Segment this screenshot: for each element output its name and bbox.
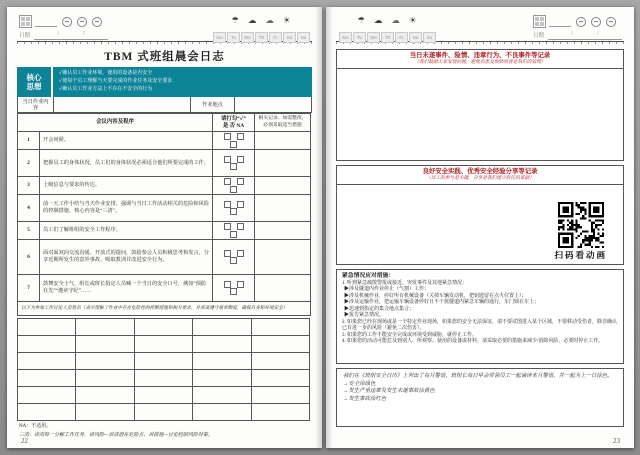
col-header-record: 相关记录、如需整改，必须采取适当措施: [255, 114, 311, 132]
incident-record-title: 当日未遂事件、险情、违章行为、不良事件等记录: [409, 52, 551, 59]
incident-record-box: [336, 49, 624, 161]
signature-cell[interactable]: [76, 404, 134, 421]
core-concept-band: [17, 67, 312, 97]
date-slash: /: [571, 31, 573, 37]
table-row: [18, 177, 311, 195]
row-text: 前一天工作小结与当天作业安排，强调与当日工作活动相关的危险和风险的控制措施，核心内容是“三清”。: [40, 195, 213, 222]
checkbox[interactable]: [224, 156, 231, 163]
checkbox[interactable]: [230, 231, 237, 238]
rain-cloud-icon[interactable]: ☁: [374, 16, 383, 26]
signature-cell[interactable]: [134, 370, 192, 387]
day-box-tu[interactable]: Tu: [353, 32, 366, 43]
signature-cell[interactable]: [18, 336, 76, 353]
emergency-item: 4. 如果您的活动可能危及到别人、所观察、使用的设备或材料，请采取必要的措施来减少/消除风险，必要时停止工作。: [342, 339, 604, 344]
signature-cell[interactable]: [76, 336, 134, 353]
signature-cell[interactable]: [18, 370, 76, 387]
row-number: 5: [18, 222, 40, 240]
checkbox-group: [213, 177, 255, 195]
row-number: 2: [18, 150, 40, 177]
row-text: 员工们了解班组的安全工作程序。: [40, 222, 213, 240]
table-row: [18, 132, 311, 150]
row-number: 4: [18, 195, 40, 222]
day-box-su[interactable]: Su: [423, 32, 436, 43]
emergency-item: 2. 如果您已经在现场或是一个特定作业现场，如果您的安全无法保证，请不要试图进入某个区域，不要移动受伤者，除非确认已有进一步的风险（避免二次伤害）。: [342, 319, 618, 331]
record-field[interactable]: [255, 240, 311, 275]
mood-circle-icon[interactable]: [576, 17, 586, 27]
incident-record-subtitle: （我们鼓励大家发现问题，避免伤害及预防改善是我们的管理）: [414, 60, 546, 65]
signature-cell[interactable]: [18, 387, 76, 404]
work-content-label: 当日作业内容: [18, 97, 54, 112]
qr-caption: 扫码看动画: [554, 250, 607, 260]
table-row: [18, 275, 311, 302]
left-page-header: [7, 7, 322, 41]
day-box-th[interactable]: Th: [381, 32, 394, 43]
col-header-check: [213, 114, 255, 132]
core-item: ✓使每个员工理解当天要完成的作业任务及安全要求: [59, 79, 173, 84]
date-slash: /: [57, 31, 60, 37]
signature-cell[interactable]: [18, 319, 76, 336]
date-label: 日期: [19, 32, 31, 39]
day-box-we[interactable]: We: [367, 32, 380, 43]
signature-cell[interactable]: [76, 319, 134, 336]
col-header-content: 会议内容及程序: [18, 114, 213, 132]
signature-cell[interactable]: [193, 353, 251, 370]
checkbox[interactable]: [230, 186, 237, 193]
day-box-th[interactable]: Th: [255, 32, 268, 43]
record-field[interactable]: [255, 177, 311, 195]
checkbox[interactable]: [237, 281, 244, 288]
emergency-title: 紧急情况应对措施：: [342, 273, 395, 279]
date-input-line[interactable]: [548, 29, 622, 40]
signature-cell[interactable]: [193, 404, 251, 421]
checkbox[interactable]: [230, 163, 237, 170]
checkbox-group: [213, 275, 255, 302]
row-text: 面对面双向交流沟通，开放式的提问，鼓励参会人员积极思考和发言，分享近期所发生的意外事故，吸取教训并改进安全行为。: [40, 240, 213, 275]
checkbox-group: [213, 195, 255, 222]
signature-cell[interactable]: [134, 404, 192, 421]
checkbox[interactable]: [224, 178, 231, 185]
footnote-sanqing: 三清：讲清每一分解工作任务、讲风险—讲清潜在危险点、讲措施—讨论控制风险对策。: [19, 433, 213, 438]
emergency-bullet: ▶迅速到指定的集合地点集合；: [344, 306, 415, 312]
page-number-right: 23: [613, 437, 620, 445]
day-box-mo[interactable]: Mo: [213, 32, 226, 43]
checkbox[interactable]: [224, 133, 231, 140]
signature-cell[interactable]: [193, 336, 251, 353]
day-box-fr[interactable]: Fr: [269, 32, 282, 43]
check-header-line1: 请打勾“✓”: [220, 115, 247, 122]
qr-block: [554, 202, 607, 261]
emergency-measures-box: [336, 269, 624, 364]
page-title: TBM 式班组晨会日志: [104, 51, 225, 63]
row-text: 上级信息与要求的传达。: [40, 177, 213, 195]
work-content-field[interactable]: [54, 97, 191, 112]
signature-cell[interactable]: [251, 370, 309, 387]
calendar-note-arrow: →发生事故涂红色: [343, 395, 387, 402]
checkbox[interactable]: [224, 201, 231, 208]
signature-cell[interactable]: [18, 353, 76, 370]
weather-group: [212, 15, 310, 44]
date-input-line[interactable]: [34, 29, 108, 40]
checkbox-group: [213, 240, 255, 275]
day-box-we[interactable]: We: [241, 32, 254, 43]
good-practice-header: [337, 166, 623, 185]
record-field[interactable]: [255, 222, 311, 240]
calendar-note-arrow: →发生严重违章及发生未遂事故涂黄色: [343, 388, 435, 394]
checkbox[interactable]: [237, 201, 244, 208]
signature-cell[interactable]: [134, 387, 192, 404]
signature-cell[interactable]: [134, 336, 192, 353]
umbrella-icon[interactable]: ☂: [231, 16, 239, 26]
record-field[interactable]: [255, 132, 311, 150]
page-number-left: 22: [21, 437, 28, 445]
work-location-field[interactable]: [235, 97, 311, 112]
checkbox[interactable]: [224, 281, 231, 288]
signature-grid: [17, 318, 310, 421]
safety-calendar-note-box: [336, 368, 624, 427]
grid-stamp-icon: [533, 15, 546, 28]
check-header-line2: 是 否 NA: [222, 122, 245, 129]
signature-cell[interactable]: [193, 387, 251, 404]
calendar-note-arrow: →安全涂绿色: [343, 380, 376, 387]
signature-cell[interactable]: [193, 370, 251, 387]
incident-record-header: [337, 50, 623, 69]
date-slash: /: [597, 31, 599, 37]
right-page-header: [326, 7, 634, 41]
cloud-icon[interactable]: ☁: [265, 16, 274, 26]
signature-cell[interactable]: [251, 404, 309, 421]
signature-cell[interactable]: [134, 353, 192, 370]
table-row: [18, 150, 311, 177]
mood-circle-icon[interactable]: [606, 17, 616, 27]
day-box-sa[interactable]: Sa: [409, 32, 422, 43]
mood-circle-icon[interactable]: [591, 17, 601, 27]
signature-cell[interactable]: [193, 319, 251, 336]
blank-fill-line[interactable]: [35, 17, 57, 27]
checkbox[interactable]: [224, 250, 231, 257]
cloud-icon[interactable]: ☁: [391, 16, 400, 26]
checkbox[interactable]: [230, 288, 237, 295]
umbrella-icon[interactable]: ☂: [357, 16, 365, 26]
core-concept-items: [53, 67, 312, 97]
mood-circle-icon[interactable]: [92, 17, 102, 27]
checkbox[interactable]: [224, 223, 231, 230]
row-number: 7: [18, 275, 40, 302]
mood-circle-icon[interactable]: [62, 17, 72, 27]
signature-cell[interactable]: [76, 387, 134, 404]
row-number: 1: [18, 132, 40, 150]
date-slash: /: [83, 31, 85, 37]
checkbox-group: [213, 222, 255, 240]
checkbox-group: [213, 132, 255, 150]
table-row: [18, 195, 311, 222]
footnote-na: NA：不适用。: [19, 424, 52, 429]
incident-record-field[interactable]: [337, 69, 623, 153]
signature-cell[interactable]: [251, 336, 309, 353]
checkbox-group: [213, 150, 255, 177]
calendar-note-text: 我们在《班组安全日历》上列出了每月警语，班组长每日早会带领员工一起诵读本月警语，并一起为上一日涂色。: [343, 373, 613, 379]
core-item: ✓确认员工作业环境、使用的设备是否安全: [59, 71, 153, 76]
core-label-line1: 核心: [26, 73, 42, 82]
good-practice-box: [336, 165, 624, 265]
row-text: 开会问候。: [40, 132, 213, 150]
signature-cell[interactable]: [18, 404, 76, 421]
checkbox[interactable]: [237, 156, 244, 163]
left-page: [7, 7, 322, 448]
checkbox[interactable]: [237, 178, 244, 185]
row-number: 6: [18, 240, 40, 275]
signature-cell[interactable]: [134, 319, 192, 336]
signature-cell[interactable]: [76, 370, 134, 387]
emergency-bullet: ▶涉及隧道内作业停止（气割）工作；: [344, 287, 430, 292]
row-text: 把握员工的身体状况，员工们的身体状况必须适合他们所要完成的工作。: [40, 150, 213, 177]
work-info-row: [17, 97, 312, 113]
good-practice-title: 良好安全实践、优秀安全经验分享等记录: [422, 168, 538, 175]
core-concept-label: [17, 67, 53, 97]
date-label: 日期: [532, 32, 544, 39]
mood-circle-icon[interactable]: [77, 17, 87, 27]
row-number: 3: [18, 177, 40, 195]
emergency-bullet: ▶报告紧急情况。: [344, 313, 385, 318]
meeting-table: [17, 113, 311, 316]
date-group: [19, 15, 108, 41]
day-box-su[interactable]: Su: [297, 32, 310, 43]
emergency-item: 3. 如果您的工作不能安全完成或环境受到威胁，就停止工作。: [342, 332, 478, 338]
work-location-label: 作业地点: [191, 97, 235, 112]
sun-icon[interactable]: ☀: [409, 16, 417, 26]
signature-note: 以下为参加工作讨论人员签名（表示理解了作业中存在危险性的控制措施和相关要求，并承诺遵守规章制度，确保自身和环境安全）: [18, 302, 311, 316]
checkbox[interactable]: [237, 223, 244, 230]
grid-stamp-icon: [19, 15, 32, 28]
day-box-mo[interactable]: Mo: [339, 32, 352, 43]
sun-icon[interactable]: ☀: [283, 16, 291, 26]
checkbox[interactable]: [237, 250, 244, 257]
table-row: [18, 222, 311, 240]
weather-group: [338, 15, 436, 44]
signature-cell[interactable]: [251, 387, 309, 404]
qr-code-icon: [558, 202, 604, 248]
signature-cell[interactable]: [76, 353, 134, 370]
rain-cloud-icon[interactable]: ☁: [248, 16, 257, 26]
record-field[interactable]: [255, 275, 311, 302]
good-practice-subtitle: （员工的参与是关键，分享是我们建立信任的基础）: [426, 176, 534, 181]
emergency-item: 1. 听到紧急疏散警报或接近、突发事件及其他紧急情况：: [342, 280, 468, 286]
record-field[interactable]: [255, 195, 311, 222]
core-label-line2: 思想: [26, 82, 42, 91]
signature-note-row: [18, 302, 311, 316]
checkbox[interactable]: [230, 141, 237, 148]
right-page: [326, 7, 634, 448]
blank-fill-line[interactable]: [549, 17, 571, 27]
checkbox[interactable]: [230, 208, 237, 215]
day-box-sa[interactable]: Sa: [283, 32, 296, 43]
row-text: 鼓舞安全士气，组长或班长指定人员喊一个当日的安全口号，例如“预防在先”“遵章守纪”……: [40, 275, 213, 302]
emergency-bullet: ▶涉及运输作业，把运输车辆设备停好且不干扰隧道内紧急车辆的通行，车门锁在车上；: [344, 300, 540, 305]
signature-cell[interactable]: [251, 319, 309, 336]
day-box-tu[interactable]: Tu: [227, 32, 240, 43]
core-item: ✓确认员工作业方法上不存在不安全的行为: [59, 87, 153, 92]
checkbox[interactable]: [230, 257, 237, 264]
signature-cell[interactable]: [251, 353, 309, 370]
day-box-fr[interactable]: Fr: [395, 32, 408, 43]
date-group: [533, 15, 622, 41]
checkbox[interactable]: [237, 133, 244, 140]
table-row: [18, 240, 311, 275]
emergency-bullet: ▶涉及机械作业，停好所有机械设备（关掉车辆发动机，把钥匙留在点火位置上）；: [344, 293, 527, 299]
record-field[interactable]: [255, 150, 311, 177]
